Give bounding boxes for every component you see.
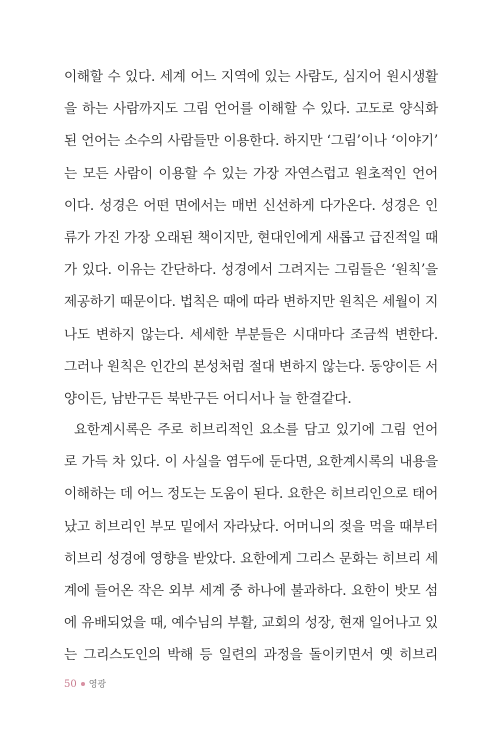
text-line: 가 있다. 이유는 간단하다. 성경에서 그려지는 그림들은 ‘원칙’을	[64, 262, 438, 279]
text-line: 그러나 원칙은 인간의 본성처럼 절대 변하지 않는다. 동양이든 서	[64, 358, 438, 375]
text-line: 양이든, 남반구든 북반구든 어디서나 늘 한결같다.	[64, 390, 352, 407]
text-line: 제공하기 때문이다. 법칙은 때에 따라 변하지만 원칙은 세월이 지	[64, 294, 438, 311]
text-line: 나도 변하지 않는다. 세세한 부분들은 시대마다 조금씩 변한다.	[64, 326, 438, 343]
body-paragraph	[64, 414, 438, 672]
text-line: 을 하는 사람까지도 그림 언어를 이해할 수 있다. 고도로 양식화	[64, 101, 438, 118]
page-footer	[64, 678, 106, 692]
text-line: 이해하는 데 어느 정도는 도움이 된다. 요한은 히브리인으로 태어	[64, 486, 438, 503]
text-line: 요한계시록은 주로 히브리적인 요소를 담고 있기에 그림 언어	[74, 422, 438, 438]
text-line: 났고 히브리인 부모 밑에서 자라났다. 어머니의 젖을 먹을 때부터	[64, 518, 438, 535]
text-line: 히브리 성경에 영향을 받았다. 요한에게 그리스 문화는 히브리 세	[64, 550, 438, 567]
text-line: 로 가득 차 있다. 이 사실을 염두에 둔다면, 요한계시록의 내용을	[64, 454, 438, 471]
text-line: 는 모든 사람이 이용할 수 있는 가장 자연스럽고 원초적인 언어	[64, 165, 438, 182]
text-line: 계에 들어온 작은 외부 세계 중 하나에 불과하다. 요한이 밧모 섬	[64, 582, 438, 599]
text-line: 이해할 수 있다. 세계 어느 지역에 있는 사람도, 심지어 원시생활	[64, 69, 438, 85]
text-line: 이다. 성경은 어떤 면에서는 매번 신선하게 다가온다. 성경은 인	[64, 197, 438, 214]
page-number: 50	[64, 679, 77, 690]
text-line: 는 그리스도인의 박해 등 일련의 과정을 돌이키면서 옛 히브리	[64, 647, 438, 664]
text-line: 류가 가진 가장 오래된 책이지만, 현대인에게 새롭고 급진적일 때	[64, 229, 438, 246]
running-title: 영광	[88, 680, 107, 690]
text-line: 된 언어는 소수의 사람들만 이용한다. 하지만 ‘그림’이나 ‘이야기’	[64, 133, 438, 150]
text-line: 에 유배되었을 때, 예수님의 부활, 교회의 성장, 현재 일어나고 있	[64, 615, 438, 632]
body-paragraph	[64, 61, 438, 415]
bullet-dot-icon	[81, 682, 85, 686]
